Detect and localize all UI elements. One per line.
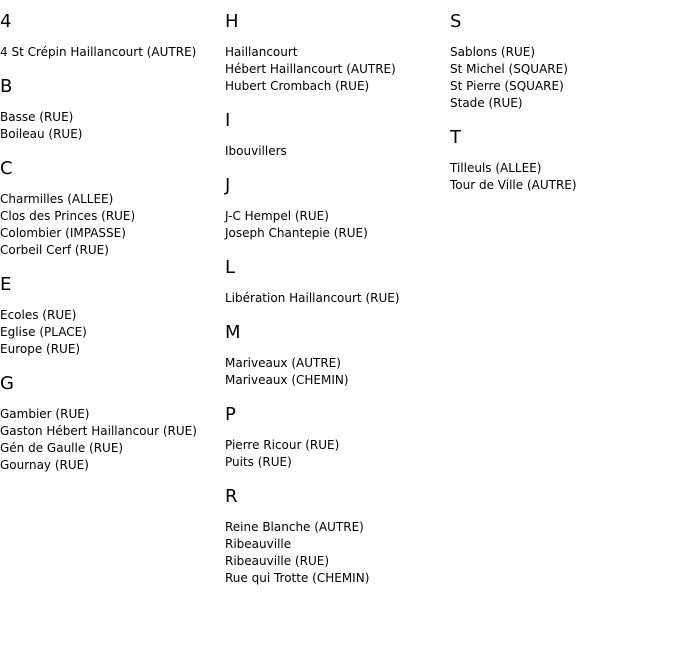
street-link[interactable]: Pierre Ricour (RUE) bbox=[225, 438, 340, 452]
letter-heading: E bbox=[0, 274, 12, 295]
street-link[interactable]: Gournay (RUE) bbox=[0, 458, 89, 472]
street-item bbox=[0, 457, 225, 474]
street-link[interactable]: Stade (RUE) bbox=[450, 96, 523, 110]
letter-group bbox=[0, 372, 225, 474]
street-item bbox=[0, 242, 225, 259]
street-link[interactable]: Corbeil Cerf (RUE) bbox=[0, 243, 109, 257]
street-link[interactable]: Ribeauville bbox=[225, 537, 292, 551]
street-item bbox=[0, 307, 225, 324]
street-item bbox=[0, 191, 225, 208]
street-item bbox=[225, 454, 450, 471]
street-item bbox=[0, 44, 225, 61]
street-link[interactable]: St Michel (SQUARE) bbox=[450, 62, 568, 76]
street-link[interactable]: Boileau (RUE) bbox=[0, 127, 83, 141]
street-link[interactable]: Hubert Crombach (RUE) bbox=[225, 79, 370, 93]
street-link[interactable]: Clos des Princes (RUE) bbox=[0, 209, 136, 223]
street-link[interactable]: Colombier (IMPASSE) bbox=[0, 226, 126, 240]
street-item bbox=[450, 177, 675, 194]
street-link[interactable]: Tilleuls (ALLEE) bbox=[450, 161, 542, 175]
letter-heading: P bbox=[225, 404, 236, 425]
street-item bbox=[225, 519, 450, 536]
index-column-3 bbox=[450, 10, 675, 208]
street-item bbox=[225, 44, 450, 61]
letter-group bbox=[225, 109, 450, 160]
street-list bbox=[225, 519, 450, 587]
street-link[interactable]: Reine Blanche (AUTRE) bbox=[225, 520, 364, 534]
street-item bbox=[0, 225, 225, 242]
street-link[interactable]: Europe (RUE) bbox=[0, 342, 81, 356]
street-item bbox=[225, 372, 450, 389]
street-item bbox=[225, 78, 450, 95]
street-item bbox=[0, 406, 225, 423]
street-link[interactable]: Ribeauville (RUE) bbox=[225, 554, 329, 568]
street-link[interactable]: Libération Haillancourt (RUE) bbox=[225, 291, 400, 305]
street-item bbox=[0, 440, 225, 457]
street-link[interactable]: Sablons (RUE) bbox=[450, 45, 536, 59]
street-list bbox=[450, 160, 675, 194]
letter-heading: S bbox=[450, 11, 462, 32]
street-item bbox=[0, 208, 225, 225]
street-list bbox=[0, 44, 225, 61]
street-link[interactable]: Mariveaux (CHEMIN) bbox=[225, 373, 349, 387]
street-link[interactable]: J-C Hempel (RUE) bbox=[225, 209, 329, 223]
letter-heading: J bbox=[225, 175, 231, 196]
letter-heading: R bbox=[225, 486, 238, 507]
letter-heading: T bbox=[450, 127, 461, 148]
street-item bbox=[225, 208, 450, 225]
street-link[interactable]: Rue qui Trotte (CHEMIN) bbox=[225, 571, 370, 585]
street-item bbox=[0, 109, 225, 126]
street-item bbox=[225, 553, 450, 570]
letter-group bbox=[0, 273, 225, 358]
street-item bbox=[0, 126, 225, 143]
street-link[interactable]: St Pierre (SQUARE) bbox=[450, 79, 564, 93]
letter-group bbox=[225, 256, 450, 307]
letter-group bbox=[225, 403, 450, 471]
street-item bbox=[225, 570, 450, 587]
street-item bbox=[225, 61, 450, 78]
street-link[interactable]: 4 St Crépin Haillancourt (AUTRE) bbox=[0, 45, 197, 59]
street-item bbox=[450, 78, 675, 95]
street-link[interactable]: Tour de Ville (AUTRE) bbox=[450, 178, 577, 192]
street-link[interactable]: Eglise (PLACE) bbox=[0, 325, 87, 339]
letter-heading: 4 bbox=[0, 11, 12, 32]
street-item bbox=[0, 423, 225, 440]
street-link[interactable]: Ecoles (RUE) bbox=[0, 308, 77, 322]
letter-group bbox=[0, 10, 225, 61]
street-item bbox=[225, 437, 450, 454]
street-item bbox=[450, 61, 675, 78]
street-item bbox=[0, 341, 225, 358]
street-list bbox=[0, 307, 225, 358]
letter-heading: M bbox=[225, 322, 241, 343]
street-link[interactable]: Hébert Haillancourt (AUTRE) bbox=[225, 62, 396, 76]
street-item bbox=[450, 44, 675, 61]
street-item bbox=[450, 95, 675, 112]
street-list bbox=[225, 143, 450, 160]
street-list bbox=[225, 437, 450, 471]
letter-group bbox=[0, 75, 225, 143]
street-item bbox=[0, 324, 225, 341]
street-list bbox=[0, 406, 225, 474]
street-link[interactable]: Gaston Hébert Haillancour (RUE) bbox=[0, 424, 197, 438]
street-list bbox=[225, 208, 450, 242]
street-list bbox=[225, 355, 450, 389]
letter-group bbox=[450, 126, 675, 194]
street-link[interactable]: Ibouvillers bbox=[225, 144, 287, 158]
street-link[interactable]: Puits (RUE) bbox=[225, 455, 292, 469]
letter-group bbox=[0, 157, 225, 259]
letter-group bbox=[225, 174, 450, 242]
street-item bbox=[450, 160, 675, 177]
letter-heading: I bbox=[225, 110, 231, 131]
letter-group bbox=[225, 485, 450, 587]
letter-heading: L bbox=[225, 257, 236, 278]
street-link[interactable]: Basse (RUE) bbox=[0, 110, 74, 124]
street-list bbox=[450, 44, 675, 112]
letter-group bbox=[225, 321, 450, 389]
street-item bbox=[225, 355, 450, 372]
street-item bbox=[225, 536, 450, 553]
street-list bbox=[0, 191, 225, 259]
street-item bbox=[225, 290, 450, 307]
street-link[interactable]: Gambier (RUE) bbox=[0, 407, 90, 421]
street-list bbox=[0, 109, 225, 143]
street-link[interactable]: Gén de Gaulle (RUE) bbox=[0, 441, 124, 455]
letter-heading: H bbox=[225, 11, 239, 32]
street-list bbox=[225, 44, 450, 95]
street-link[interactable]: Haillancourt bbox=[225, 45, 298, 59]
street-item bbox=[225, 225, 450, 242]
letter-heading: C bbox=[0, 158, 13, 179]
street-link[interactable]: Joseph Chantepie (RUE) bbox=[225, 226, 368, 240]
index-column-1 bbox=[0, 10, 225, 488]
letter-heading: G bbox=[0, 373, 14, 394]
letter-group bbox=[450, 10, 675, 112]
street-list bbox=[225, 290, 450, 307]
index-column-2 bbox=[225, 10, 450, 601]
street-link[interactable]: Charmilles (ALLEE) bbox=[0, 192, 114, 206]
letter-group bbox=[225, 10, 450, 95]
street-item bbox=[225, 143, 450, 160]
letter-heading: B bbox=[0, 76, 13, 97]
street-link[interactable]: Mariveaux (AUTRE) bbox=[225, 356, 341, 370]
